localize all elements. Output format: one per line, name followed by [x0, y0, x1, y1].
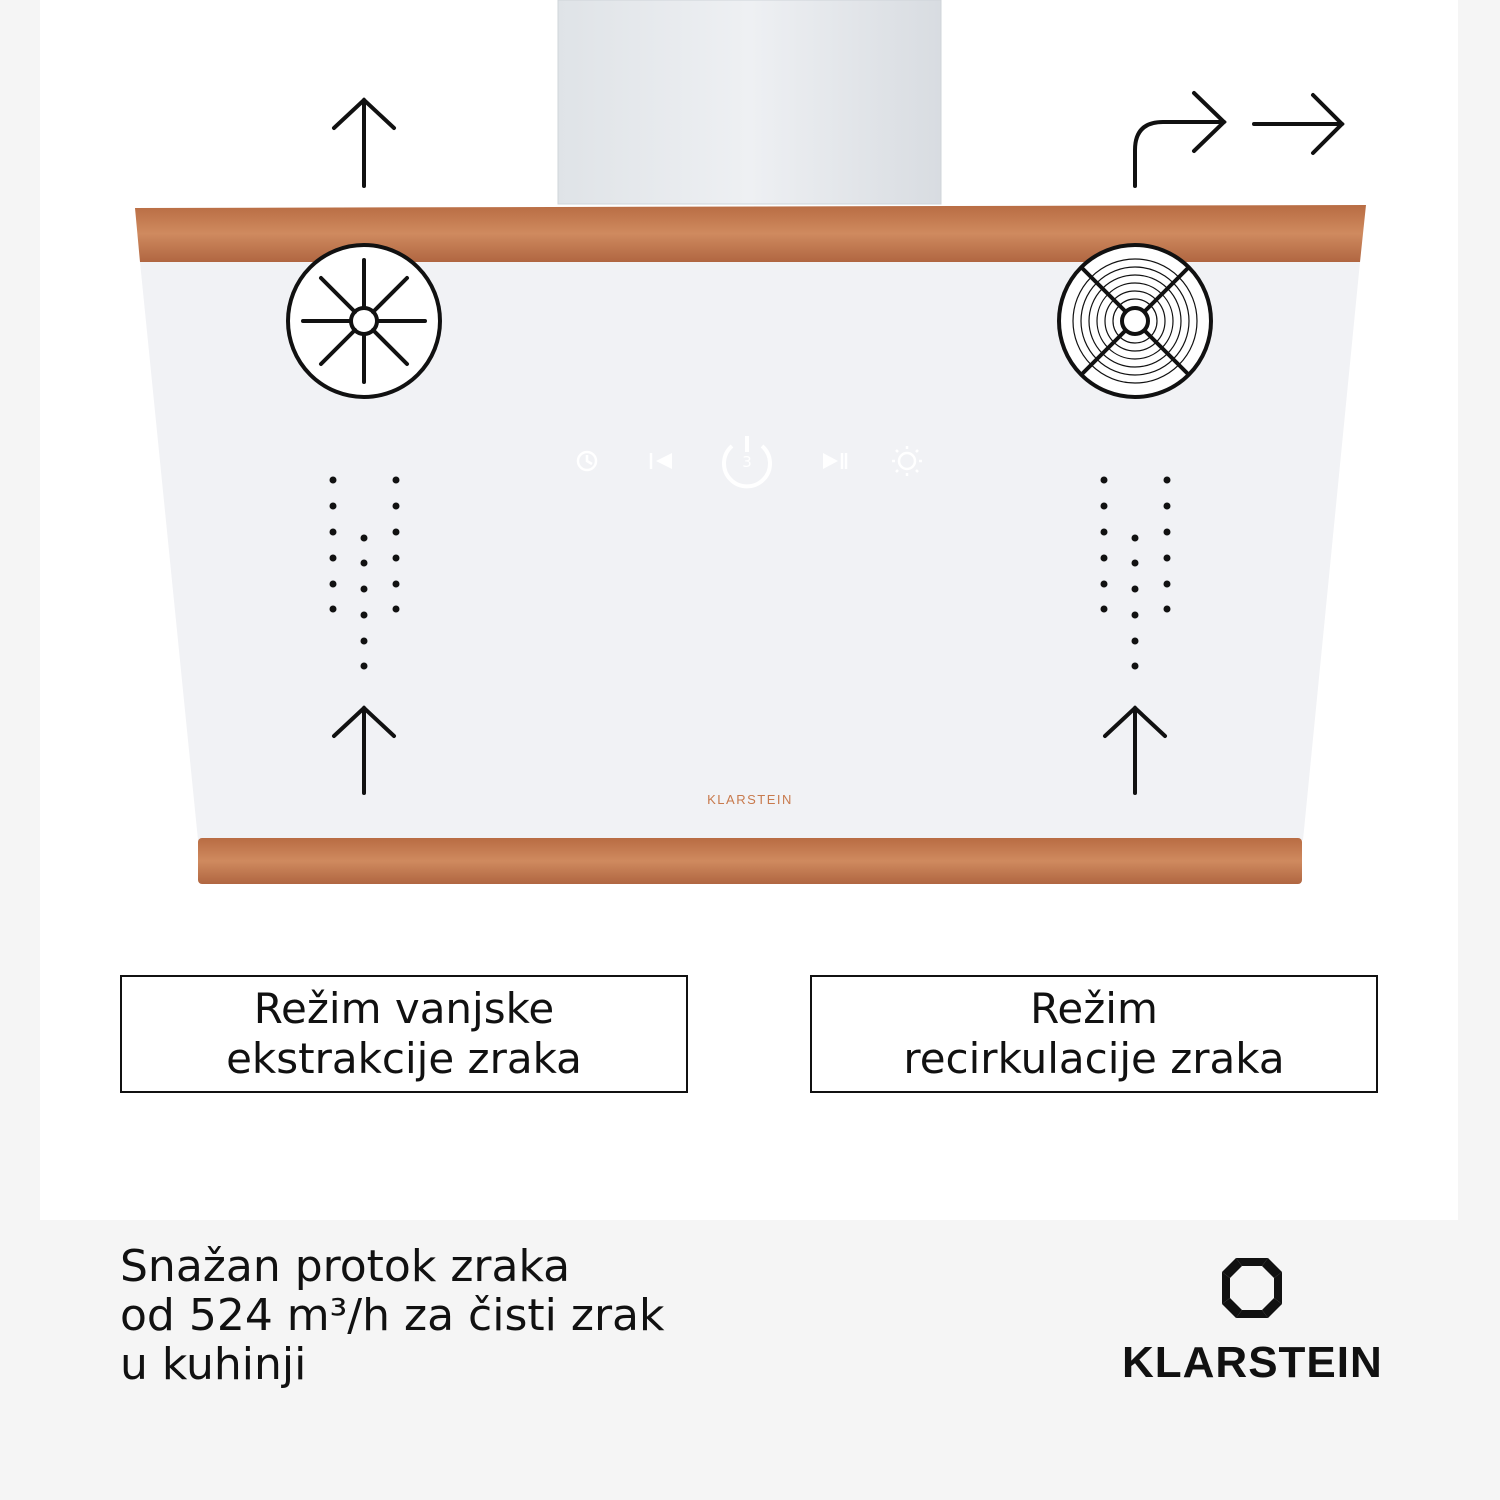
recirculation-mode-line1: Režim [1030, 984, 1158, 1033]
extraction-mode-label [120, 975, 688, 1093]
extraction-mode-line1: Režim vanjske [253, 984, 555, 1033]
exhaust-up-arrow-icon [334, 100, 394, 186]
top-copper-band [135, 205, 1366, 262]
fan-icon [288, 245, 440, 397]
klarstein-logo-icon [1222, 1258, 1282, 1318]
recirculation-mode-line2: recirkulacije zraka [903, 1034, 1285, 1083]
airflow-tagline [120, 1242, 664, 1389]
right-arrow-icon [1254, 95, 1342, 153]
filter-fan-icon [1059, 245, 1211, 397]
chimney [558, 0, 941, 204]
tagline-line2: od 524 m³/h za čisti zrak [120, 1290, 665, 1341]
power-level: 3 [742, 453, 752, 471]
brand-name: KLARSTEIN [1122, 1338, 1383, 1387]
recirculation-mode-label [810, 975, 1378, 1093]
bottom-copper-band [198, 838, 1302, 884]
tagline-line3: u kuhinji [120, 1339, 307, 1390]
curved-right-arrow-icon [1135, 93, 1224, 186]
hood-brand-label: KLARSTEIN [707, 792, 793, 807]
brand-logo [1122, 1258, 1382, 1388]
tagline-line1: Snažan protok zraka [120, 1241, 571, 1292]
extraction-mode-line2: ekstrakcije zraka [226, 1034, 582, 1083]
